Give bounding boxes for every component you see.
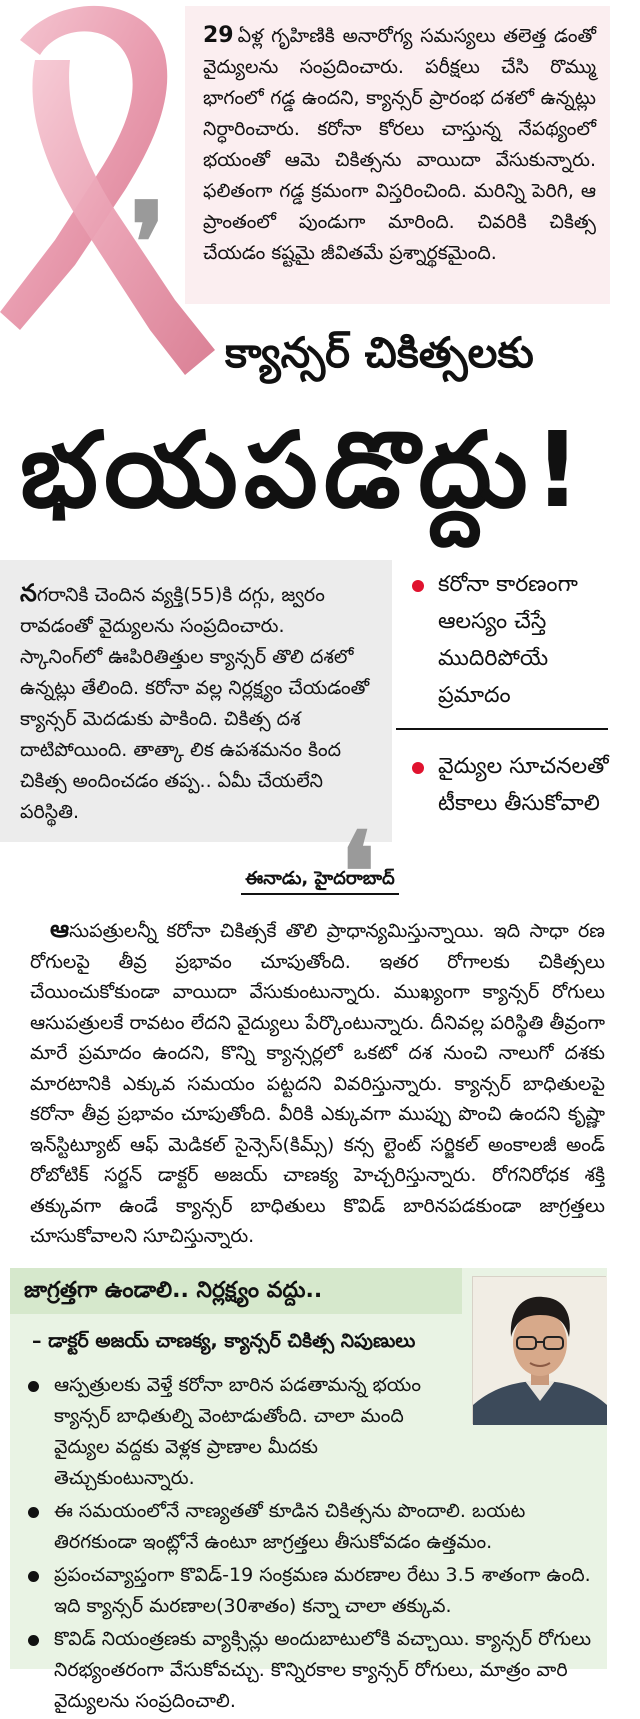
highlights: [402, 566, 617, 822]
tip-text: ఈ సమయంలోనే నాణ్యతతో కూడిన చికిత్సను పొందాలి. బయట తిరగకుండా ఇంట్లోనే ఉంటూ జాగ్రత్తలు తీసుకోవడం ఉత్తమం.: [54, 1500, 526, 1553]
advice-title: జాగ్రత్తగా ఉండాలి.. నిర్లక్ష్యం వద్దు..: [10, 1268, 462, 1314]
bullet-icon: [412, 762, 424, 774]
bullet-icon: [28, 1635, 39, 1646]
highlight-item: [402, 566, 617, 714]
bullet-icon: [412, 580, 424, 592]
bullet-icon: [28, 1571, 39, 1582]
lead-number: 29: [203, 23, 234, 48]
second-story: [0, 560, 392, 842]
advice-author: – డాక్టర్ అజయ్ చాణక్య, క్యాన్సర్ చికిత్స నిపుణులు: [32, 1330, 416, 1352]
tip-text: కొవిడ్ నియంత్రణకు వ్యాక్సిన్లు అందుబాటులోకి వచ్చాయి. క్యాన్సర్ రోగులు నిరభ్యంతరంగా వేసుకోవచ్చు. కొన్నిరకాల క్యాన్సర్ రోగులు, మాత్రం వారి వైద్యులను సంప్రదించాలి.: [54, 1628, 592, 1712]
highlight-text: కరోనా కారణంగా ఆలస్యం చేస్తే ముదిరిపోయే ప్రమాదం: [438, 572, 578, 708]
highlight-text: వైద్యుల సూచనలతో టీకాలు తీసుకోవాలి: [438, 754, 609, 816]
top-story: [185, 6, 610, 304]
bullet-icon: [28, 1381, 39, 1392]
headline-sub: క్యాన్సర్ చికిత్సలకు: [225, 328, 534, 377]
drop-cap: ఆ: [50, 915, 70, 943]
list-item: [24, 1496, 602, 1558]
article-body-text: సుపత్రులన్నీ కరోనా చికిత్సకే తొలి ప్రాధాన్యమిస్తున్నాయి. ఇది సాధా రణ రోగులపై తీవ్ర ప్రభావం చూపుతోంది. ఇతర రోగాలకు చికిత్సలు చేయించుకోకుండా వాయిదా వేసుకుంటున్నారు. ముఖ్యంగా క్యాన్సర్ రోగులు ఆసుపత్రులకే రావటం లేదని వైద్యులు పేర్కొంటున్నారు. దీనివల్ల పరిస్థితి తీవ్రంగా మారే ప్రమాదం ఉందని, కొన్ని క్యాన్సర్లలో ఒకటో దశ నుంచి నాలుగో దశకు మారటానికి ఎక్కువ సమయం పట్టదని వివరిస్తున్నారు. క్యాన్సర్ బాధితులపై కరోనా తీవ్ర ప్రభావం చూపుతోంది. వీరికి ఎక్కువగా ముప్పు పొంచి ఉందని కృష్ణా ఇన్‌స్టిట్యూట్ ఆఫ్ మెడికల్ సైన్సెస్(కిమ్స్) కన్స ల్టెంట్ సర్జికల్ అంకాలజీ అండ్ రోబోటిక్ సర్జన్ డాక్టర్ అజయ్ చాణక్య హెచ్చరిస్తున్నారు. రోగనిరోధక శక్తి తక్కువగా ఉండే క్యాన్సర్ బాధితులు కొవిడ్ బారినపడకుండా జాగ్రత్తలు చూసుకోవాలని సూచిస్తున్నారు.: [30, 920, 605, 1247]
list-item: [24, 1624, 602, 1717]
drop-cap: న: [20, 579, 37, 607]
article-body: [30, 914, 605, 1252]
quote-icon: ❜: [340, 761, 376, 890]
tip-text: ఆస్పత్రులకు వెళ్తే కరోనా బారిన పడతామన్న భయం క్యాన్సర్ బాధితుల్ని వెంటాడుతోంది. చాలా మంది వైద్యుల వద్దకు వెళ్లక ప్రాణాల మీదకు తెచ్చుకుంటున్నారు.: [54, 1374, 421, 1489]
byline-text: ఈనాడు, హైదరాబాద్: [241, 868, 398, 895]
advice-box: [10, 1268, 607, 1712]
quote-icon: ❜: [130, 178, 166, 307]
top-story-text: ఏళ్ల గృహిణికి అనారోగ్య సమస్యలు తలెత్త డంతో వైద్యులను సంప్రదించారు. పరీక్షలు చేసి రొమ్ము భాగంలో గడ్డ ఉందని, క్యాన్సర్ ప్రారంభ దశలో ఉన్నట్లు నిర్ధారించారు. కరోనా కోరలు చాస్తున్న నేపథ్యంలో భయంతో ఆమె చికిత్సను వాయిదా వేసుకున్నారు. ఫలితంగా గడ్డ క్రమంగా విస్తరించింది. మరిన్ని పెరిగి, ఆ ప్రాంతంలో పుండుగా మారింది. చివరికి చికిత్స చేయడం కష్టమై జీవితమే ప్రశ్నార్థకమైంది.: [203, 25, 596, 264]
bullet-icon: [28, 1507, 39, 1518]
advice-list: [24, 1370, 602, 1719]
divider: [396, 728, 608, 730]
byline: [0, 868, 640, 893]
list-item: [24, 1370, 602, 1494]
list-item: [24, 1560, 602, 1622]
headline-main: భయపడొద్దు!: [20, 409, 588, 531]
second-story-text: గరానికి చెందిన వ్యక్తి(55)కి దగ్గు, జ్వరం రావడంతో వైద్యులను సంప్రదించారు. స్కానింగ్‌లో ఊపిరితిత్తుల క్యాన్సర్ తొలి దశలో ఉన్నట్లు తేలింది. కరోనా వల్ల నిర్లక్ష్యం చేయడంతో క్యాన్సర్ మెదడుకు పాకింది. చికిత్స దశ దాటిపోయింది. తాత్కా లిక ఉపశమనం కింద చికిత్స అందించడం తప్ప.. ఏమీ చేయలేని పరిస్థితి.: [20, 584, 370, 823]
highlight-item: [402, 748, 617, 822]
tip-text: ప్రపంచవ్యాప్తంగా కొవిడ్-19 సంక్రమణ మరణాల రేటు 3.5 శాతంగా ఉంది. ఇది క్యాన్సర్ మరణాల(30శాతం) కన్నా చాలా తక్కువ.: [54, 1564, 591, 1617]
